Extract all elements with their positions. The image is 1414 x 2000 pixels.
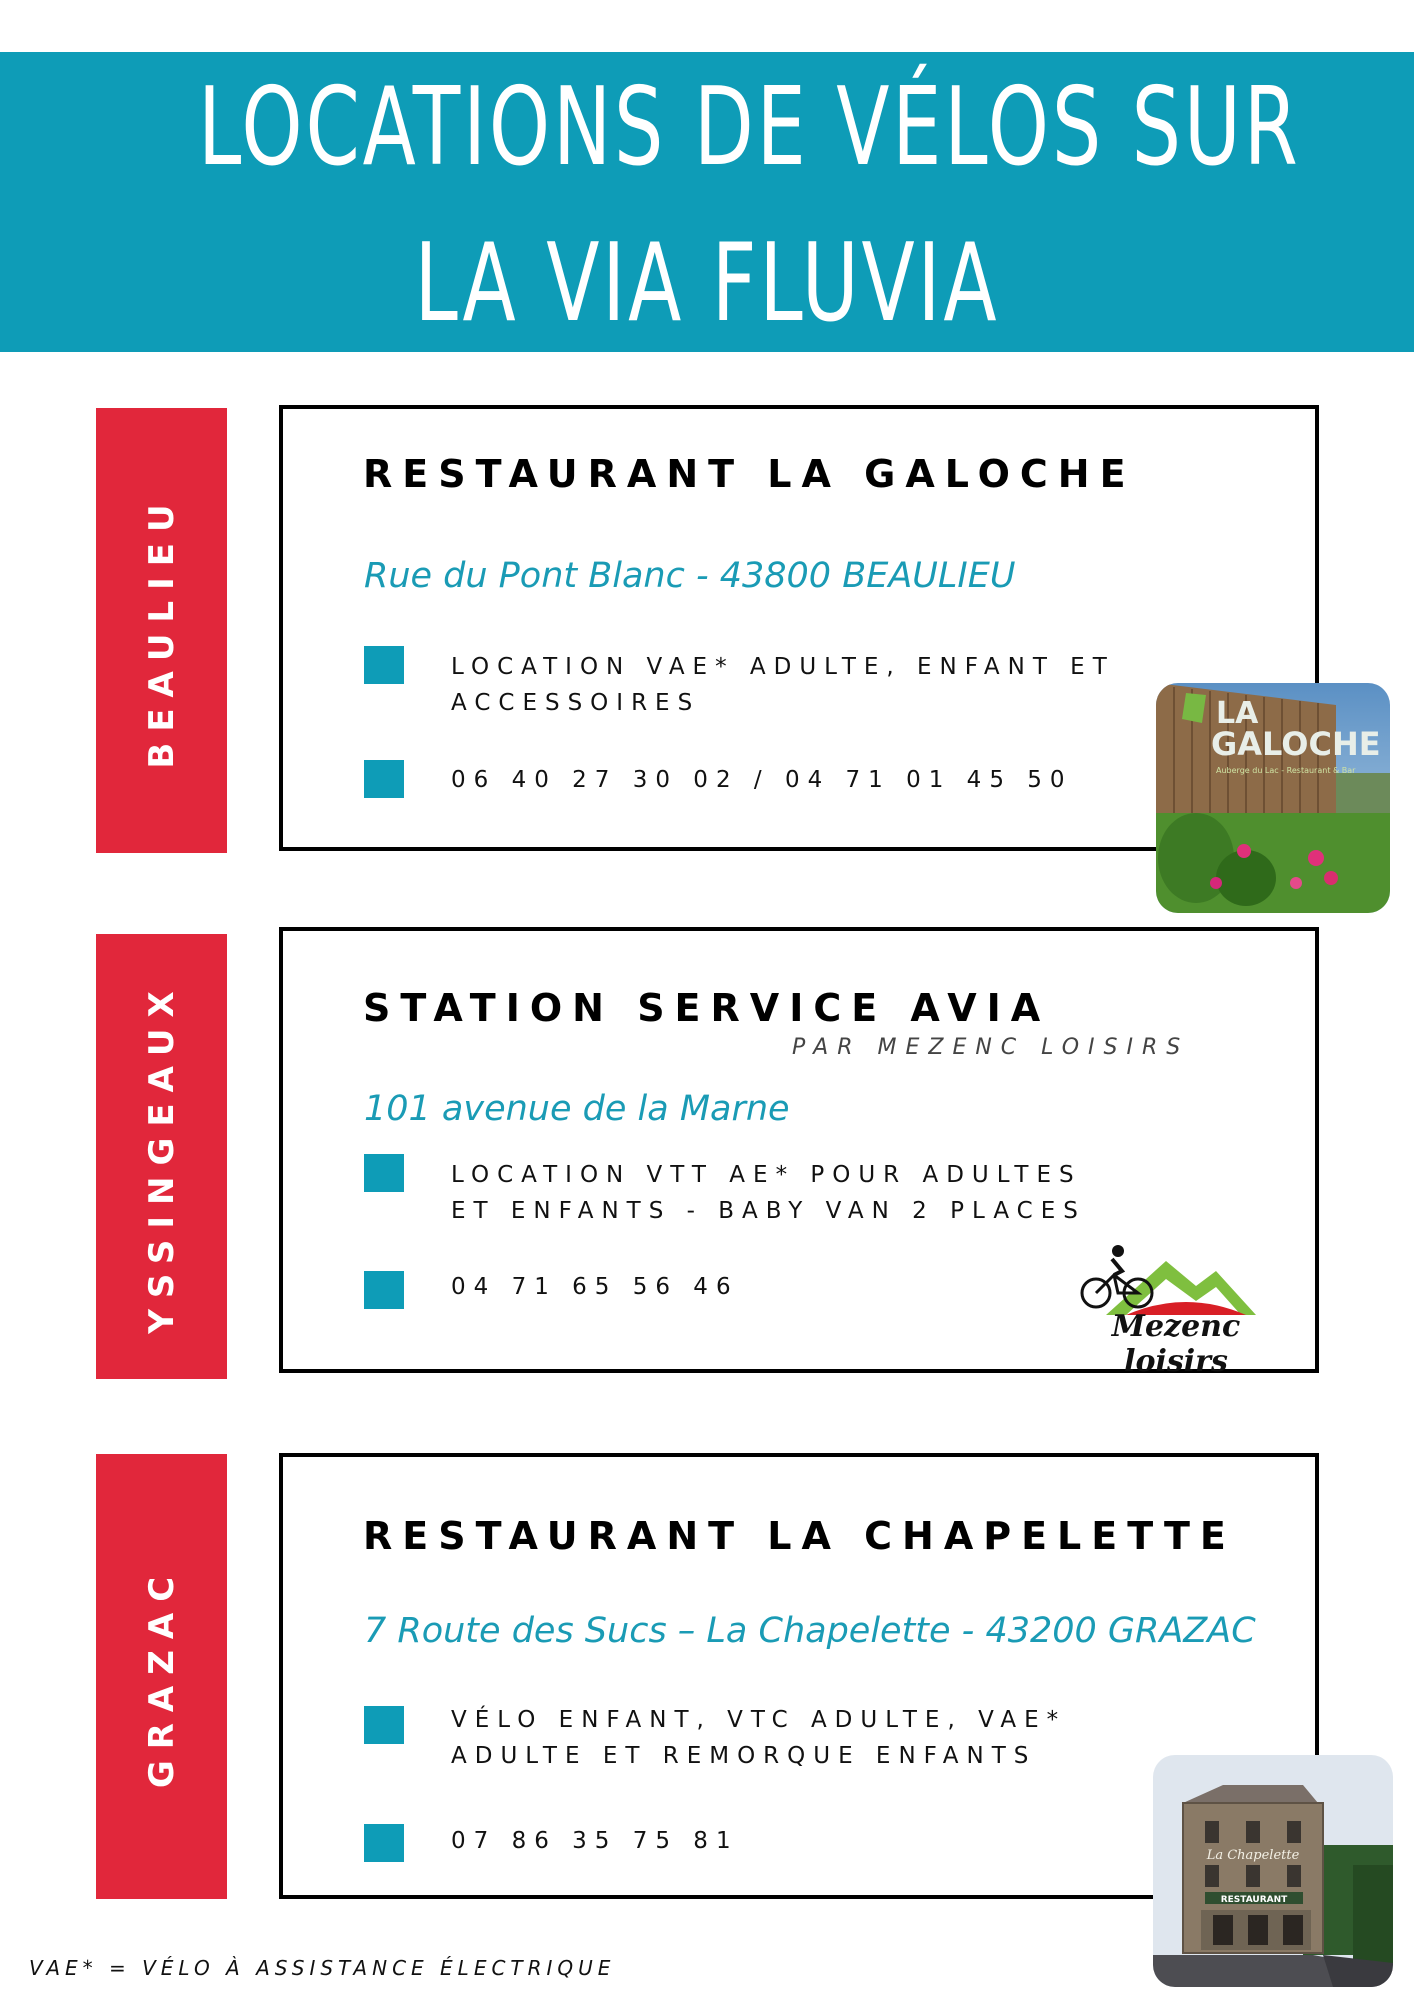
bullet-square bbox=[364, 1154, 404, 1192]
town-label-yssingeaux bbox=[96, 934, 227, 1379]
business-subtitle: PAR MEZENC LOISIRS bbox=[792, 1035, 1190, 1060]
town-name: GRAZAC bbox=[141, 1565, 182, 1788]
phone-number: 07 86 35 75 81 bbox=[451, 1828, 739, 1854]
photo-la-chapelette bbox=[1153, 1755, 1393, 1987]
svg-text:GALOCHE: GALOCHE bbox=[1211, 725, 1381, 763]
bullet-square bbox=[364, 1271, 404, 1309]
logo-text: Mezenc loisirs bbox=[1111, 1309, 1241, 1379]
bullet-square bbox=[364, 1824, 404, 1862]
phone-number: 06 40 27 30 02 / 04 71 01 45 50 bbox=[451, 767, 1073, 793]
page-title-line-2: LA VIA FLUVIA bbox=[414, 221, 1000, 346]
bullet-square bbox=[364, 760, 404, 798]
svg-text:La Chapelette: La Chapelette bbox=[1206, 1848, 1300, 1863]
town-label-grazac bbox=[96, 1454, 227, 1899]
svg-text:Auberge du Lac - Restaurant &: Auberge du Lac - Restaurant & Bar bbox=[1216, 766, 1356, 775]
business-name: STATION SERVICE AVIA bbox=[363, 986, 1051, 1030]
rental-card-station-avia bbox=[279, 927, 1319, 1379]
business-address: Rue du Pont Blanc - 43800 BEAULIEU bbox=[364, 556, 1016, 596]
business-name: RESTAURANT LA CHAPELETTE bbox=[363, 1514, 1236, 1558]
town-name: BEAULIEU bbox=[141, 492, 182, 769]
town-label-beaulieu bbox=[96, 408, 227, 853]
business-address: 7 Route des Sucs – La Chapelette - 43200 GRAZAC bbox=[364, 1611, 1256, 1651]
business-name: RESTAURANT LA GALOCHE bbox=[363, 452, 1136, 496]
footnote: VAE* = VÉLO À ASSISTANCE ÉLECTRIQUE bbox=[29, 1956, 616, 1980]
mezenc-loisirs-logo bbox=[1066, 1231, 1286, 1379]
la-galoche-building-image bbox=[1156, 683, 1390, 913]
bullet-square bbox=[364, 646, 404, 684]
town-name: YSSINGEAUX bbox=[141, 979, 182, 1334]
photo-la-galoche bbox=[1156, 683, 1390, 913]
service-description: VÉLO ENFANT, VTC ADULTE, VAE* ADULTE ET REMORQUE ENFANTS bbox=[451, 1707, 1067, 1769]
svg-text:RESTAURANT: RESTAURANT bbox=[1220, 1895, 1288, 1905]
header-banner bbox=[0, 52, 1414, 352]
service-description: LOCATION VTT AE* POUR ADULTES ET ENFANTS - BABY VAN 2 PLACES bbox=[451, 1162, 1086, 1224]
bullet-square bbox=[364, 1706, 404, 1744]
la-chapelette-building-image bbox=[1153, 1755, 1393, 1987]
service-description: LOCATION VAE* ADULTE, ENFANT ET ACCESSOIRES bbox=[451, 654, 1115, 716]
business-address: 101 avenue de la Marne bbox=[364, 1089, 790, 1129]
page-title-line-1: LOCATIONS DE VÉLOS SUR bbox=[197, 65, 1301, 190]
svg-text:LA: LA bbox=[1216, 696, 1259, 731]
phone-number: 04 71 65 56 46 bbox=[451, 1274, 739, 1300]
